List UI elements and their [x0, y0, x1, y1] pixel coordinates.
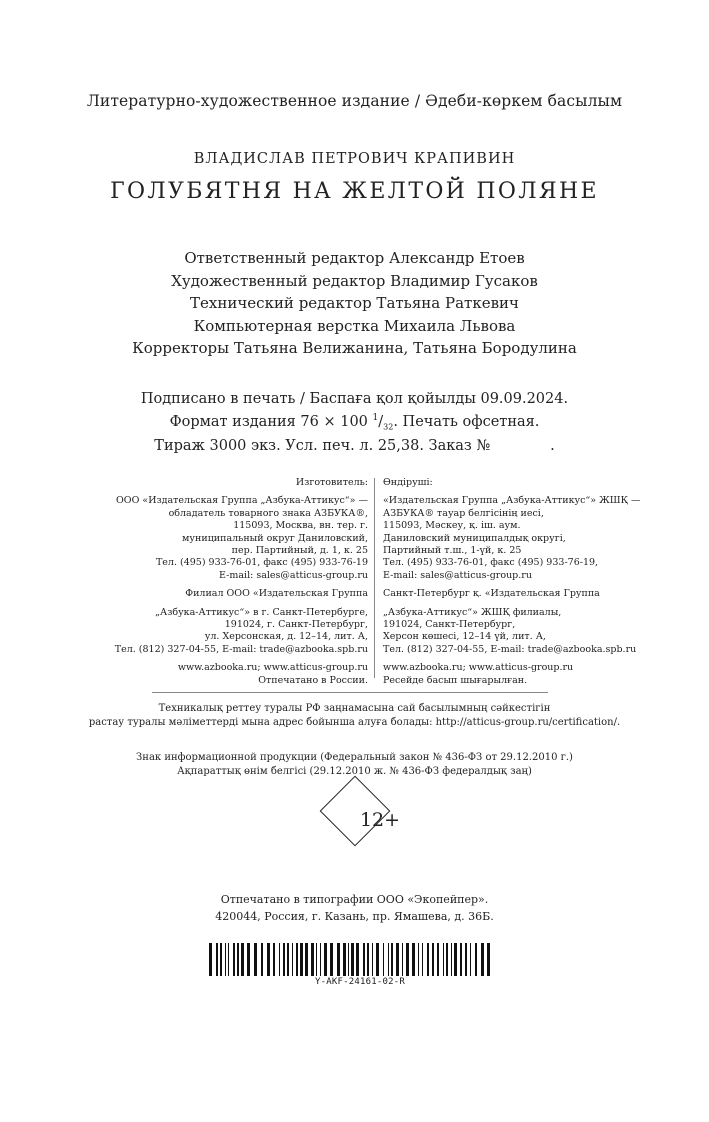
branch-kz-line: Тел. (812) 327-04-55, E-mail: trade@azbooka.spb.ru — [383, 643, 637, 655]
print-details — [0, 390, 709, 456]
staff-list — [0, 247, 709, 360]
publisher-ru-block — [60, 477, 368, 687]
branch-ru-line: Тел. (812) 327-04-55, E-mail: trade@azbooka.spb.ru — [114, 643, 368, 655]
branch-ru-line: „Азбука-Аттикус“» в г. Санкт-Петербурге, — [155, 606, 368, 618]
branch-ru-line: Филиал ООО «Издательская Группа — [185, 588, 368, 600]
publisher-kz-line: «Издательская Группа „Азбука-Аттикус“» ЖШҚ — — [383, 495, 641, 507]
branch-kz-line: 191024, Санкт-Петербург, — [383, 619, 516, 631]
publisher-kz-line: Даниловский муниципалдық округі, — [383, 532, 566, 544]
printing-house-line: Отпечатано в типографии ООО «Экопейпер». — [220, 893, 489, 906]
staff-line: Корректоры Татьяна Велижанина, Татьяна Бородулина — [132, 339, 577, 358]
info-sign-line: Ақпараттық өнім белгісі (29.12.2010 ж. № 436-ФЗ федералдық заң) — [177, 765, 532, 777]
web-ru: www.azbooka.ru; www.atticus-group.ru — [177, 662, 368, 674]
publisher-kz-block — [383, 477, 683, 687]
format-line: Формат издания 76 × 100 $^1/_{32}$. Печать офсетная. — [169, 413, 540, 432]
age-rating: 12+ — [359, 809, 401, 831]
branch-kz-line: Санкт-Петербург қ. «Издательская Группа — [383, 588, 600, 600]
certification-line: Техникалық реттеу туралы РФ заңнамасына сай басылымның сәйкестігін — [158, 703, 551, 714]
printing-house-line: 420044, Россия, г. Казань, пр. Ямашева, д. 36Б. — [215, 910, 494, 923]
branch-kz-line: Херсон көшесі, 12–14 үй, лит. А, — [383, 631, 546, 643]
info-sign-line: Знак информационной продукции (Федеральный закон № 436-ФЗ от 29.12.2010 г.) — [136, 752, 573, 763]
publisher-kz-line: Партийный т.ш., 1-үй, к. 25 — [383, 545, 522, 557]
barcode-number: Y-AKF-24161-02-R — [315, 977, 405, 987]
publisher-kz-line: Тел. (495) 933-76-01, факс (495) 933-76-19, — [383, 557, 599, 569]
signed-date: Подписано в печать / Баспаға қол қойылды 09.09.2024. — [140, 391, 569, 407]
publisher-kz-line: E-mail: sales@atticus-group.ru — [383, 569, 532, 581]
column-divider — [374, 478, 375, 678]
certification-note — [0, 702, 709, 729]
staff-line: Компьютерная верстка Михаила Львова — [193, 316, 516, 335]
publisher-ru-line: Тел. (495) 933-76-01, факс (495) 933-76-19 — [155, 557, 368, 569]
book-title: ГОЛУБЯТНЯ НА ЖЕЛТОЙ ПОЛЯНЕ — [110, 179, 599, 204]
author-name: ВЛАДИСЛАВ ПЕТРОВИЧ КРАПИВИН — [193, 151, 516, 167]
publisher-ru-line: пер. Партийный, д. 1, к. 25 — [231, 545, 368, 557]
printed-kz: Ресейде басып шығарылған. — [383, 674, 528, 686]
format-denominator: 32 — [383, 422, 394, 432]
printed-ru: Отпечатано в России. — [258, 674, 368, 686]
publisher-ru-line: обладатель товарного знака АЗБУКА®, — [168, 507, 368, 519]
barcode-image — [209, 943, 495, 976]
printing-house — [0, 891, 709, 925]
publisher-ru-line: E-mail: sales@atticus-group.ru — [219, 569, 368, 581]
staff-line: Технический редактор Татьяна Раткевич — [190, 294, 519, 313]
format-prefix: Формат издания 76 × 100 — [169, 413, 368, 430]
format-numerator: 1 — [372, 413, 379, 423]
publisher-ru-line: 115093, Москва, вн. тер. г. — [233, 520, 368, 532]
branch-ru-line: ул. Херсонская, д. 12–14, лит. А, — [204, 631, 368, 643]
publisher-kz-line: АЗБУКА® тауар белгісінің иесі, — [383, 507, 544, 519]
publisher-kz-line: 115093, Мәскеу, қ. іш. аум. — [383, 520, 521, 532]
section-divider — [152, 692, 548, 693]
publisher-ru-line: муниципальный округ Даниловский, — [182, 532, 368, 544]
publisher-ru-line: ООО «Издательская Группа „Азбука-Аттикус“» — — [116, 495, 368, 507]
info-sign-note — [0, 751, 709, 778]
certification-line: растау туралы мәліметтерді мына адрес бойынша алуға болады: http://atticus-group.ru/certification/. — [88, 716, 621, 728]
edition-type: Литературно-художественное издание / Әдеби-көркем басылым — [86, 92, 623, 110]
branch-kz-line: „Азбука-Аттикус“» ЖШҚ филиалы, — [383, 606, 562, 618]
circulation-line: Тираж 3000 экз. Усл. печ. л. 25,38. Заказ № . — [154, 437, 555, 454]
staff-line: Ответственный редактор Александр Етоев — [184, 249, 525, 267]
branch-ru-line: 191024, г. Санкт-Петербург, — [224, 619, 368, 631]
staff-line: Художественный редактор Владимир Гусаков — [171, 271, 538, 290]
format-suffix: . Печать офсетная. — [393, 413, 540, 430]
publisher-ru-heading: Изготовитель: — [295, 477, 368, 488]
publisher-kz-heading: Өндіруші: — [383, 477, 433, 488]
web-kz: www.azbooka.ru; www.atticus-group.ru — [383, 662, 574, 674]
